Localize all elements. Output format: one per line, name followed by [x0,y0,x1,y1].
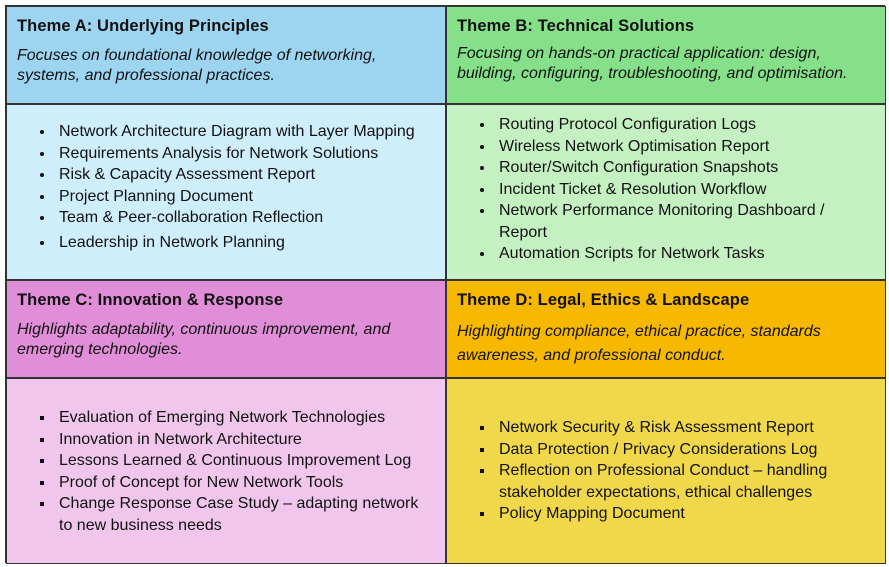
list-item: ▪ Policy Mapping Document [495,503,875,525]
list-item: • Automation Scripts for Network Tasks [495,243,875,265]
list-item: ▪ Reflection on Professional Conduct – handling stakeholder expectations, ethical challenges [495,460,875,503]
list-item: ▪ Change Response Case Study – adapting network to new business needs [55,493,435,536]
list-item: ▪ Network Security & Risk Assessment Report [495,417,875,439]
list-item: • Incident Ticket & Resolution Workflow [495,179,875,201]
list-item: • Project Planning Document [55,186,435,208]
list-item: ▪ Lessons Learned & Continuous Improvement Log [55,450,435,472]
theme-a-description: Focuses on foundational knowledge of networking, systems, and professional practices. [17,47,377,84]
theme-d-list [457,417,875,525]
theme-b-description: Focusing on hands-on practical application: design, building, configuring, troubleshooting, and optimisation. [457,45,848,82]
theme-c-items [6,378,446,564]
theme-b-items [446,104,886,280]
theme-a-title: Theme A: Underlying Principles [17,17,269,35]
list-item: • Routing Protocol Configuration Logs [495,114,875,136]
theme-a-items [6,104,446,280]
theme-b-header [446,6,886,104]
theme-d-title: Theme D: Legal, Ethics & Landscape [457,291,750,309]
theme-b-title: Theme B: Technical Solutions [457,17,695,35]
themes-table [5,5,885,563]
theme-c-list [17,407,435,536]
list-item: ▪ Data Protection / Privacy Considerations Log [495,439,875,461]
list-item: ▪ Proof of Concept for New Network Tools [55,472,435,494]
theme-c-title: Theme C: Innovation & Response [17,291,284,309]
list-item: • Requirements Analysis for Network Solutions [55,143,435,165]
list-item: • Leadership in Network Planning [55,232,435,254]
theme-c-header [6,280,446,378]
theme-d-header [446,280,886,378]
theme-d-description: Highlighting compliance, ethical practice, standards awareness, and professional conduct. [457,323,821,364]
list-item: • Router/Switch Configuration Snapshots [495,157,875,179]
theme-b-list [457,114,875,265]
theme-a-list [17,121,435,253]
theme-a-header [6,6,446,104]
list-item: • Network Architecture Diagram with Layer Mapping [55,121,435,143]
theme-c-description: Highlights adaptability, continuous improvement, and emerging technologies. [17,321,391,358]
list-item: • Team & Peer-collaboration Reflection [55,207,435,229]
list-item: • Risk & Capacity Assessment Report [55,164,435,186]
list-item: • Wireless Network Optimisation Report [495,136,875,158]
list-item: • Network Performance Monitoring Dashboard / Report [495,200,875,243]
list-item: ▪ Evaluation of Emerging Network Technologies [55,407,435,429]
list-item: ▪ Innovation in Network Architecture [55,429,435,451]
theme-d-items [446,378,886,564]
